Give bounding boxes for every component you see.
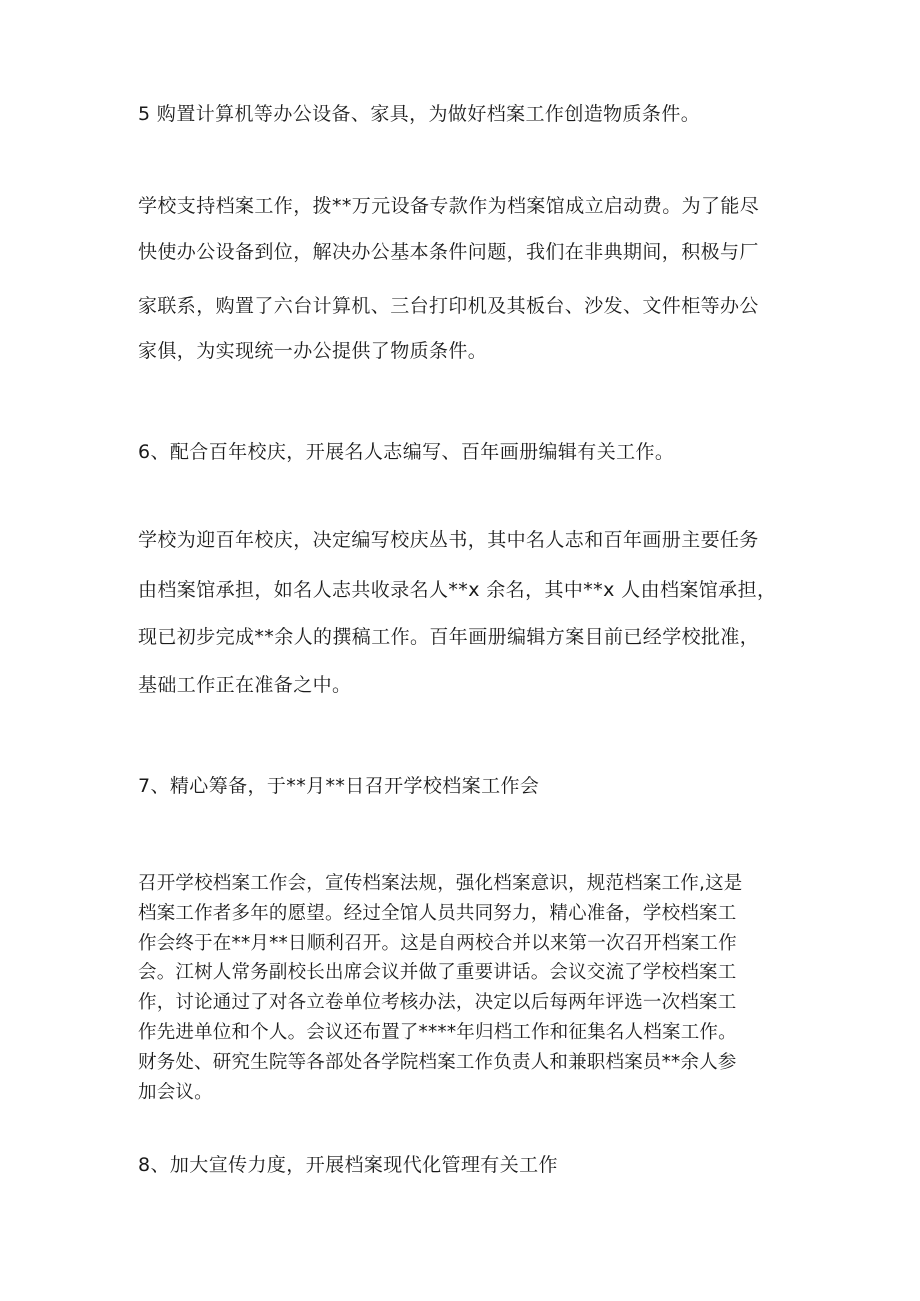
section-6-body-line: 基础工作正在准备之中。 [138,674,352,696]
section-5-heading: 5 购置计算机等办公设备、家具，为做好档案工作创造物质条件。 [138,103,701,125]
section-7-body-line: 加会议。 [138,1082,213,1103]
section-5-body-line: 家联系，购置了六台计算机、三台打印机及其板台、沙发、文件柜等办公 [138,295,759,317]
section-7-body-line: 档案工作者多年的愿望。经过全馆人员共同努力，精心准备，学校档案工 [138,903,737,924]
section-5-body-line: 快使办公设备到位，解决办公基本条件问题，我们在非典期间，积极与厂 [138,241,759,263]
section-5-body-line: 家俱，为实现统一办公提供了物质条件。 [138,340,488,362]
section-6-body-line: 由档案馆承担，如名人志共收录名人**x 余名，其中**x 人由档案馆承担， [138,579,777,601]
section-6-heading: 6、配合百年校庆，开展名人志编写、百年画册编辑有关工作。 [138,441,675,463]
section-6-body-line: 学校为迎百年校庆，决定编写校庆丛书，其中名人志和百年画册主要任务 [138,529,759,551]
section-7-body-line: 财务处、研究生院等各部处各学院档案工作负责人和兼职档案员**余人参 [138,1052,737,1073]
section-5-body-line: 学校支持档案工作，拨**万元设备专款作为档案馆成立启动费。为了能尽 [138,195,760,217]
section-7-body-line: 作，讨论通过了对各立卷单位考核办法，决定以后每两年评选一次档案工 [138,992,737,1013]
section-7-body-line: 召开学校档案工作会，宣传档案法规，强化档案意识，规范档案工作,这是 [138,873,743,894]
section-8-heading: 8、加大宣传力度，开展档案现代化管理有关工作 [138,1154,558,1176]
section-7-heading: 7、精心筹备，于**月**日召开学校档案工作会 [138,775,540,797]
section-7-body-line: 作先进单位和个人。会议还布置了****年归档工作和征集名人档案工作。 [138,1022,737,1043]
section-7-body-line: 会。江树人常务副校长出席会议并做了重要讲话。会议交流了学校档案工 [138,962,737,983]
section-6-body-line: 现已初步完成**余人的撰稿工作。百年画册编辑方案目前已经学校批准， [138,626,760,648]
section-7-body-line: 作会终于在**月**日顺利召开。这是自两校合并以来第一次召开档案工作 [138,933,737,954]
